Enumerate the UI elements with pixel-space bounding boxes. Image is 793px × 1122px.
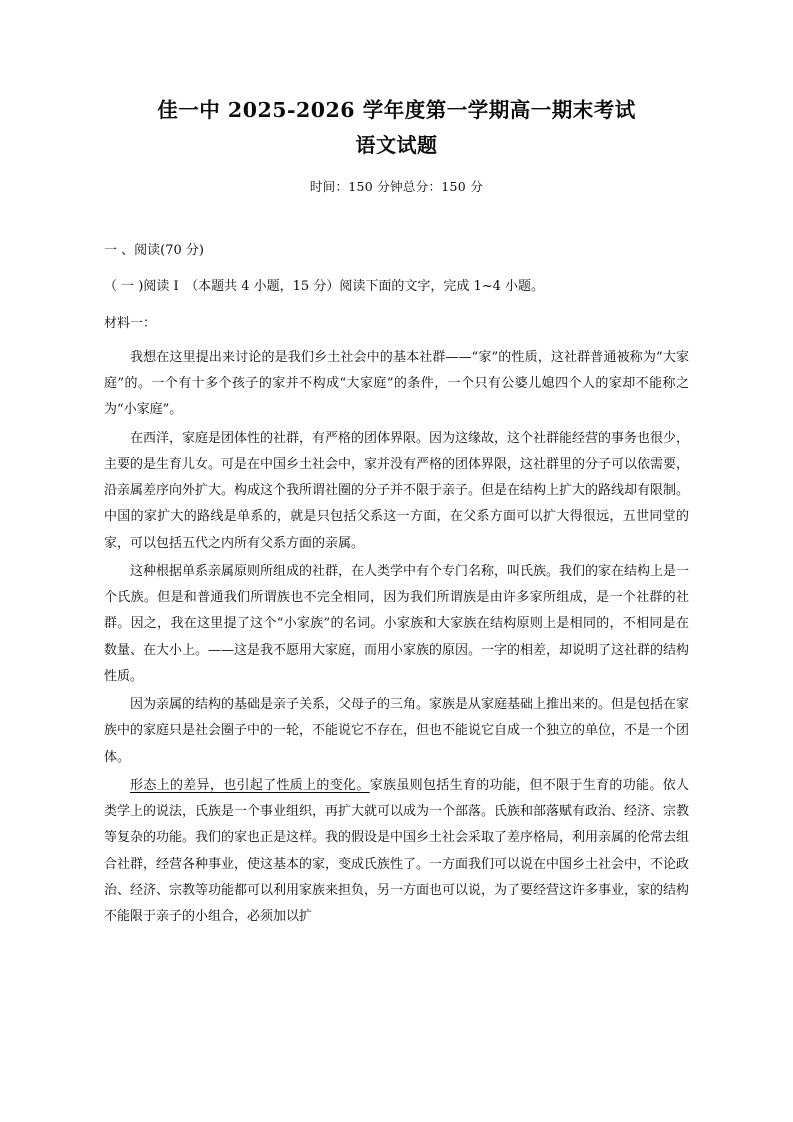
paragraph-text: 家族虽则包括生育的功能，但不限于生育的功能。依人类学上的说法，氏族是一个事业组织，再扩大就可以成为一个部落。氏族和部落赋有政治、经济、宗教等复杂的功能。我们的家也正是这样。我的假设是中国乡土社会采取了差序格局，利用亲属的伦常去组合社群，经营各种事业，使这基本的家，变成氏族性了。一方面我们可以说在中国乡土社会中，不论政治、经济、宗教等功能都可以利用家族来担负，另一方面也可以说，为了要经营这许多事业，家的结构不能限于亲子的小组合，必须加以扩 (104, 777, 690, 924)
paragraph: 因为亲属的结构的基础是亲子关系，父母子的三角。家族是从家庭基础上推出来的。但是包括在家族中的家庭只是社会圈子中的一轮，不能说它不存在，但也不能说它自成一个独立的单位，不是一个团体。 (104, 697, 690, 765)
page-title: 佳一中 2025-2026 学年度第一学期高一期末考试 (157, 98, 636, 122)
paragraph: 我想在这里提出来讨论的是我们乡土社会中的基本社群——“家”的性质，这社群普通被称为“大家庭”的。一个有十多个孩子的家并不构成“大家庭”的条件，一个只有公婆儿媳四个人的家却不能称之为“小家庭”。 (104, 349, 689, 418)
material-label: 材料一： (104, 316, 157, 332)
exam-meta: 时间：150 分钟总分：150 分 (309, 178, 484, 194)
question-heading: （ 一 )阅读 I （本题共 4 小题，15 分）阅读下面的文字，完成 1~4 小题。 (104, 279, 545, 295)
paragraph: 在西洋，家庭是团体性的社群，有严格的团体界限。因为这缘故，这个社群能经营的事务也很少，主要的是生育儿女。可是在中国乡土社会中，家并没有严格的团体界限，这社群里的分子可以依需要，沿亲属差序向外扩大。构成这个我所谓社圈的分子并不限于亲子。但是在结构上扩大的路线却有限制。中国的家扩大的路线是单系的，就是只包括父系这一方面，在父系方面可以扩大得很远，五世同堂的家，可以包括五代之内所有父系方面的亲属。 (104, 430, 690, 551)
paragraph: 这种根据单系亲属原则所组成的社群，在人类学中有个专门名称，叫氏族。我们的家在结构上是一个氏族。但是和普通我们所谓族也不完全相同，因为我们所谓族是由许多家所组成，是一个社群的社群。因之，我在这里提了这个“小家族”的名词。小家族和大家族在结构原则上是相同的，不相同是在数量、在大小上。——这是我不愿用大家庭，而用小家族的原因。一字的相差，却说明了这社群的结构性质。 (104, 563, 690, 684)
page-subtitle: 语文试题 (355, 132, 438, 157)
section-heading: 一 、阅读(70 分) (104, 242, 204, 258)
spacer (104, 195, 689, 239)
paragraph-with-underline (104, 773, 689, 931)
underlined-text: 形态上的差异，也引起了性质上的变化。 (130, 777, 370, 793)
